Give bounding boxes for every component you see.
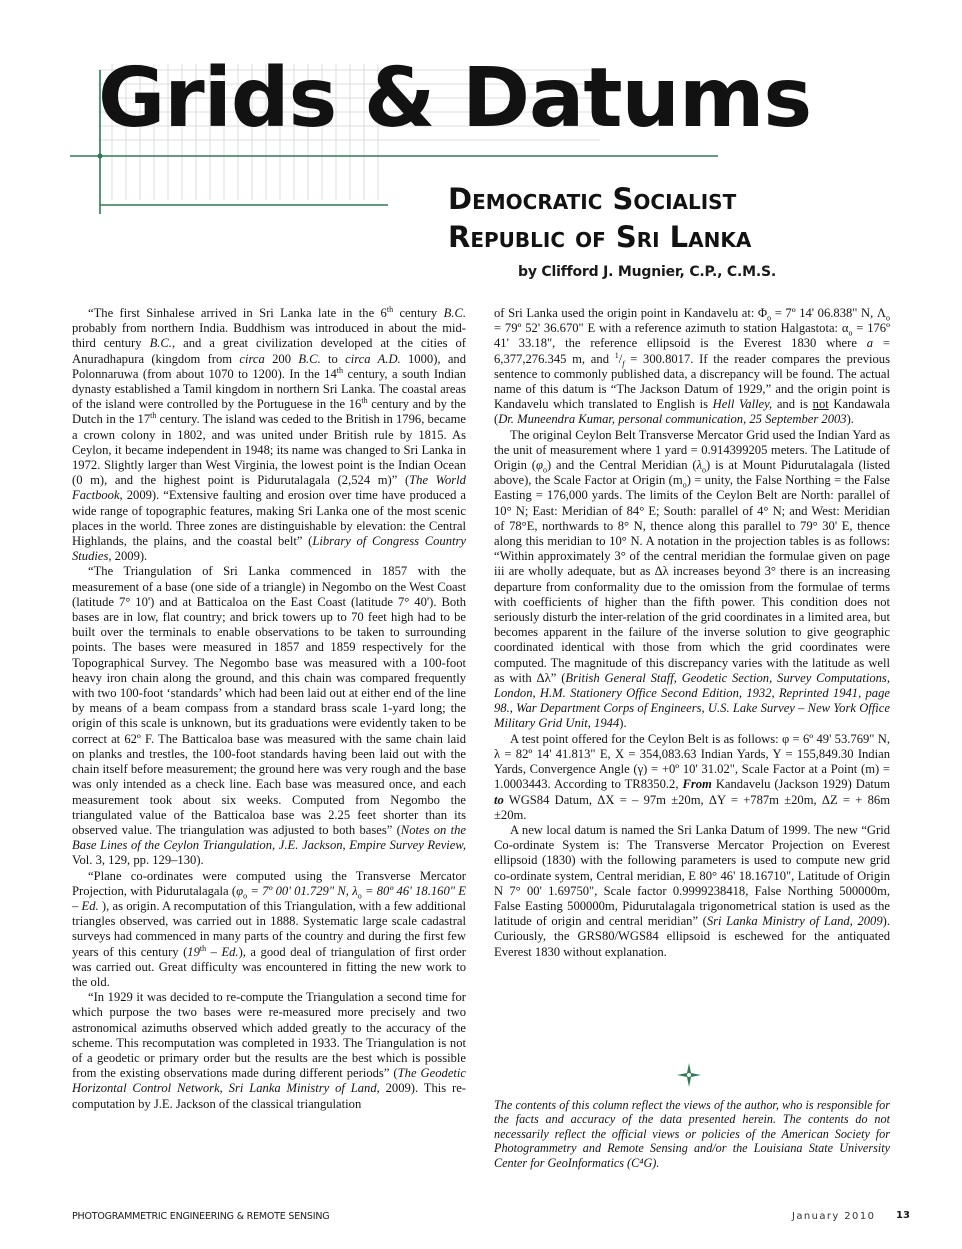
paragraph: “The first Sinhalese arrived in Sri Lanka late in the 6th century B.C. probably from northern India. Buddhism was introduced in about the mid-third century B.C., and a great civilization developed at the cities of Anuradhapura (kingdom from circa 200 B.C. to circa A.D. 1000), and Polonnaruwa (from about 1070 to 1200). In the 14th century, a south Indian dynasty established a Tamil kingdom in northern Sri Lanka. The coastal areas of the island were controlled by the Portuguese in the 16th century and by the Dutch in the 17th century. The island was ceded to the British in 1796, became a crown colony in 1802, and was united under British rule by 1815. As Ceylon, it became independent in 1948; its name was changed to Sri Lanka in 1972. Slightly larger than West Virginia, the lowest point is the Indian Ocean (0 m), and the highest point is Pidurutalagala (2,524 m)” (The World Factbook, 2009). “Extensive faulting and erosion over time have produced a wide range of topographic features, making Sri Lanka one of the most scenic places in the world. Three zones are distinguishable by elevation: the Central Highlands, the plains, and the coastal belt” (Library of Congress Country Studies, 2009). [72, 304, 467, 564]
subtitle-line-1: Democratic Socialist [448, 182, 737, 216]
subtitle-line-2: Republic of Sri Lanka [448, 220, 752, 254]
compass-star-icon [676, 1062, 702, 1088]
right-column [494, 306, 890, 960]
byline: by Clifford J. Mugnier, C.P., C.M.S. [518, 264, 776, 280]
paragraph: “The Triangulation of Sri Lanka commenced in 1857 with the measurement of a base (one side of a triangle) in Negombo on the West Coast (latitude 7° 10') and at Batticaloa on the East Coast (latitude 7° 40'). Both bases are in low, flat country; and brick towers up to 70 feet high had to be built over the terminals to enable observations to be taken to surrounding points. The bases were measured in 1857 and 1859 respectively for the Topographical Survey. The Negombo base was measured with a 100-foot heavy iron chain along the ground, and this chain was compared frequently with two 100-foot ‘standards’ which had been laid out at either end of the line by means of a beam compass from a standard brass scale 1-yard long; the origin of this scale is unknown, but its graduations were evidently taken to be correct at 62º F. The Batticaloa base was measured with the same chain laid on planks and trestles, the 100-foot standards having been laid out with the chain itself before measurement; the ground here was very rough and the base was only intended as a check line. Each base was measured once, and each measurement took about six weeks. Computed from Negombo the triangulated value of the Batticaloa base was 2.25 feet shorter than its observed value. The triangulation was adjusted to both bases” (Notes on the Base Lines of the Ceylon Triangulation, J.E. Jackson, Empire Survey Review, Vol. 3, 129, pp. 129–130). [72, 564, 466, 868]
article-subtitle [448, 180, 848, 256]
disclaimer: The contents of this column reflect the views of the author, who is responsible for the facts and accuracy of the data presented herein. The contents do not necessarily reflect the official views or policies of the American Society for Photogrammetry and Remote Sensing and/or the Louisiana State University Center for GeoInformatics (C⁴G). [494, 1098, 890, 1170]
paragraph: A new local datum is named the Sri Lanka Datum of 1999. The new “Grid Co-ordinate System is: The Transverse Mercator Projection on Everest ellipsoid (1830) with the following parameters is used to compute new grid co-ordinate system, Central meridian, E 80° 46' 18.16710", Latitude of Origin N 7° 00' 1.69750", Scale factor 0.9999238418, False Northing 500000m, False Easting 500000m, Pidurutalagala trigonometrical station is used as the latitude of origin and central meridian” (Sri Lanka Ministry of Land, 2009). Curiously, the GRS80/WGS84 ellipsoid is eschewed for the antiquated Everest 1830 without explanation. [494, 822, 890, 959]
left-column [72, 306, 466, 1112]
page-title: Grids & Datums [98, 51, 812, 146]
journal-name: PHOTOGRAMMETRIC ENGINEERING & REMOTE SENSING [72, 1211, 330, 1222]
page-number: 13 [896, 1210, 910, 1221]
paragraph: of Sri Lanka used the origin point in Kandavelu at: $\Phi_o$ = 7º 14' 06.838" N, $\Lambda_o$ = 79º 52' 36.670" E with a reference azimuth to station Halgastota: $\alpha_o$ = 176º 41' 33.18", the reference ellipsoid is the Everest 1830 where a = 6,377,276.345 m, and $^1/_f = 300.8017$. If the reader compares the previous sentence to commonly published data, a discrepancy will be found. The actual name of this datum is “The Jackson Datum of 1929,” and the origin point is Kandavelu which translated to English is Hell Valley, and is not Kandawala (Dr. Muneendra Kumar, personal communication, 25 September 2003). [494, 306, 890, 427]
issue-date: January 2010 [792, 1211, 876, 1222]
paragraph: The original Ceylon Belt Transverse Mercator Grid used the Indian Yard as the unit of measurement where 1 yard = 0.914399205 meters. The Latitude of Origin $(\varphi_o)$ and the Central Meridian $(\lambda_o)$ is at Mount Pidurutalagala (listed above), the Scale Factor at Origin $(m_o)$ = unity, the False Northing = the False Easting = 176,000 yards. The limits of the Ceylon Belt are North: parallel of 10° N; East: Meridian of 84° E; South: parallel of 4° N; and West: Meridian of 78°E, northwards to 8° N, thence along this parallel to 79° 30' E, thence along this meridian to 10° N. A notation in the projection tables is as follows: “Within approximately 3° of the central meridian the formulae given on page iii are wholly adequate, but as Δλ increases beyond 3° there is an increasing departure from conformality due to the omission from the formulae of terms with coefficients of higher than the fifth power. This condition does not seriously disturb the inter-relation of the grid coordinates in a limited area, but becomes apparent in the failure of the inverse solution to give geographic coordinated identical with those from which the grid coordinates were computed. The magnitude of this discrepancy varies with the latitude as well as with Δλ” (British General Staff, Geodetic Section, Survey Computations, London, H.M. Stationery Office Second Edition, 1932, Reprinted 1941, page 98., War Department Corps of Engineers, U.S. Lake Survey – New York Office Military Grid Unit, 1944). [494, 427, 891, 731]
paragraph: “In 1929 it was decided to re-compute the Triangulation a second time for which purpose the two bases were re-measured more precisely and two astronomical azimuths observed which added greatly to the accuracy of the scheme. This recomputation was completed in 1933. The Triangulation is not of a geodetic or primary order but the results are the best which is possible from the existing observations made during different periods” (The Geodetic Horizontal Control Network, Sri Lanka Ministry of Land, 2009). This re-computation by J.E. Jackson of the classical triangulation [72, 990, 466, 1111]
paragraph: “Plane co-ordinates were computed using the Transverse Mercator Projection, with Pidurutalagala ($\varphi_o$ = 7º 00' 01.729" N, $\lambda_o$ = 80º 46' 18.160" E – Ed. ), as origin. A recomputation of this Triangulation, with a few additional triangles observed, was carried out in 1888. Systematic large scale cadastral surveys had commenced in many parts of the country and during the first few years of this century (19th – Ed.), a good deal of triangulation of first order was carried out. Great difficulty was encountered in fitting the new work to the old. [72, 868, 467, 989]
crosshair-dot [98, 154, 103, 159]
paragraph: A test point offered for the Ceylon Belt is as follows: φ = 6º 49' 53.769" N, λ = 82º 14' 41.813" E, X = 354,083.63 Indian Yards, Y = 155,849.30 Indian Yards, Convergence Angle (γ) = +0º 10' 31.02", Scale Factor at a Point (m) = 1.0003443. According to TR8350.2, From Kandavelu (Jackson 1929) Datum to WGS84 Datum, ΔX = – 97m ±20m, ΔY = +787m ±20m, ΔZ = + 86m ±20m. [494, 731, 891, 822]
